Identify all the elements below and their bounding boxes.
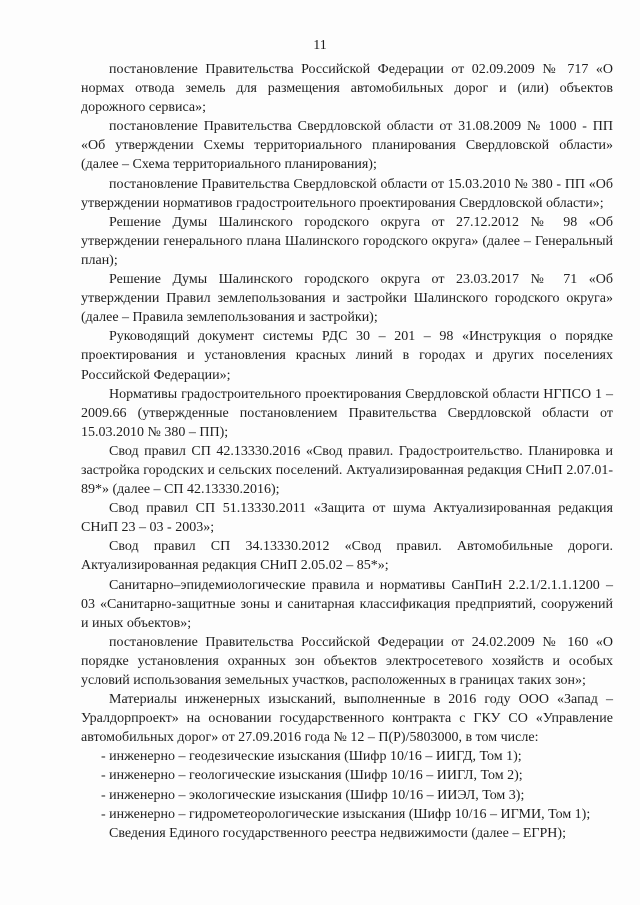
paragraph-rds-30-201-98: Руководящий документ системы РДС 30 – 201 – 98 «Инструкция о порядке проектирования и установления красных линий в городах и других поселениях Российской Федерации»; <box>81 329 613 383</box>
list-item-geological-survey: - инженерно – геологические изыскания (Шифр 10/16 – ИИГЛ, Том 2); <box>101 768 523 784</box>
page-number: 11 <box>313 38 327 53</box>
list-item-geodetic-survey: - инженерно – геодезические изыскания (Шифр 10/16 – ИИГД, Том 1); <box>101 749 522 765</box>
paragraph-sp-51-13330: Свод правил СП 51.13330.2011 «Защита от шума Актуализированная редакция СНиП 23 – 03 - 2003»; <box>81 501 613 536</box>
document-body <box>81 60 613 843</box>
paragraph-duma-decision-98: Решение Думы Шалинского городского округа от 27.12.2012 № 98 «Об утверждении генерального плана Шалинского городского округа» (далее – Генеральный план); <box>81 214 613 268</box>
paragraph-sp-34-13330: Свод правил СП 34.13330.2012 «Свод правил. Автомобильные дороги. Актуализированная редакция СНиП 2.05.02 – 85*»; <box>81 539 613 574</box>
paragraph-egrn: Сведения Единого государственного реестра недвижимости (далее – ЕГРН); <box>109 825 566 841</box>
paragraph-decree-160: постановление Правительства Российской Федерации от 24.02.2009 № 160 «О порядке установления охранных зон объектов электросетевого хозяйств и особых условий использования земельных участков, расположенных в границах таких зон»; <box>81 634 613 688</box>
paragraph-decree-717: постановление Правительства Российской Федерации от 02.09.2009 № 717 «О нормах отвода земель для размещения автомобильных дорог и (или) объектов дорожного сервиса»; <box>81 62 613 116</box>
paragraph-sp-42-13330: Свод правил СП 42.13330.2016 «Свод правил. Градостроительство. Планировка и застройка городских и сельских поселений. Актуализированная редакция СНиП 2.07.01-89*» (далее – СП 42.13330.2016); <box>81 443 613 498</box>
paragraph-sanpin: Санитарно–эпидемиологические правила и нормативы СанПиН 2.2.1/2.1.1.1200 – 03 «Санитарно-защитные зоны и санитарная классификация предприятий, сооружений и иных объектов»; <box>81 577 613 631</box>
list-item-hydrometeorological-survey: - инженерно – гидрометеорологические изыскания (Шифр 10/16 – ИГМИ, Том 1); <box>101 806 591 822</box>
paragraph-decree-1000-pp: постановление Правительства Свердловской области от 31.08.2009 № 1000 - ПП «Об утверждении Схемы территориального планирования Свердловской области» (далее – Схема территориального планирования); <box>81 119 613 173</box>
list-item-ecological-survey: - инженерно – экологические изыскания (Шифр 10/16 – ИИЭЛ, Том 3); <box>101 787 525 803</box>
paragraph-ngpso-norms: Нормативы градостроительного проектирования Свердловской области НГПСО 1 – 2009.66 (утвержденные постановлением Правительства Свердловской области от 15.03.2010 № 380 – ПП); <box>81 386 613 440</box>
paragraph-decree-380-pp: постановление Правительства Свердловской области от 15.03.2010 № 380 - ПП «Об утверждении нормативов градостроительного проектирования Свердловской области»; <box>81 176 613 211</box>
paragraph-engineering-surveys: Материалы инженерных изысканий, выполненные в 2016 году ООО «Запад – Уралдорпроект» на основании государственного контракта с ГКУ СО «Управление автомобильных дорог» от 27.09.2016 года № 12 – П(Р)/5803000, в том числе: <box>81 692 613 746</box>
paragraph-duma-decision-71: Решение Думы Шалинского городского округа от 23.03.2017 № 71 «Об утверждении Правил землепользования и застройки Шалинского городского округа» (далее – Правила землепользования и застройки); <box>81 272 613 326</box>
